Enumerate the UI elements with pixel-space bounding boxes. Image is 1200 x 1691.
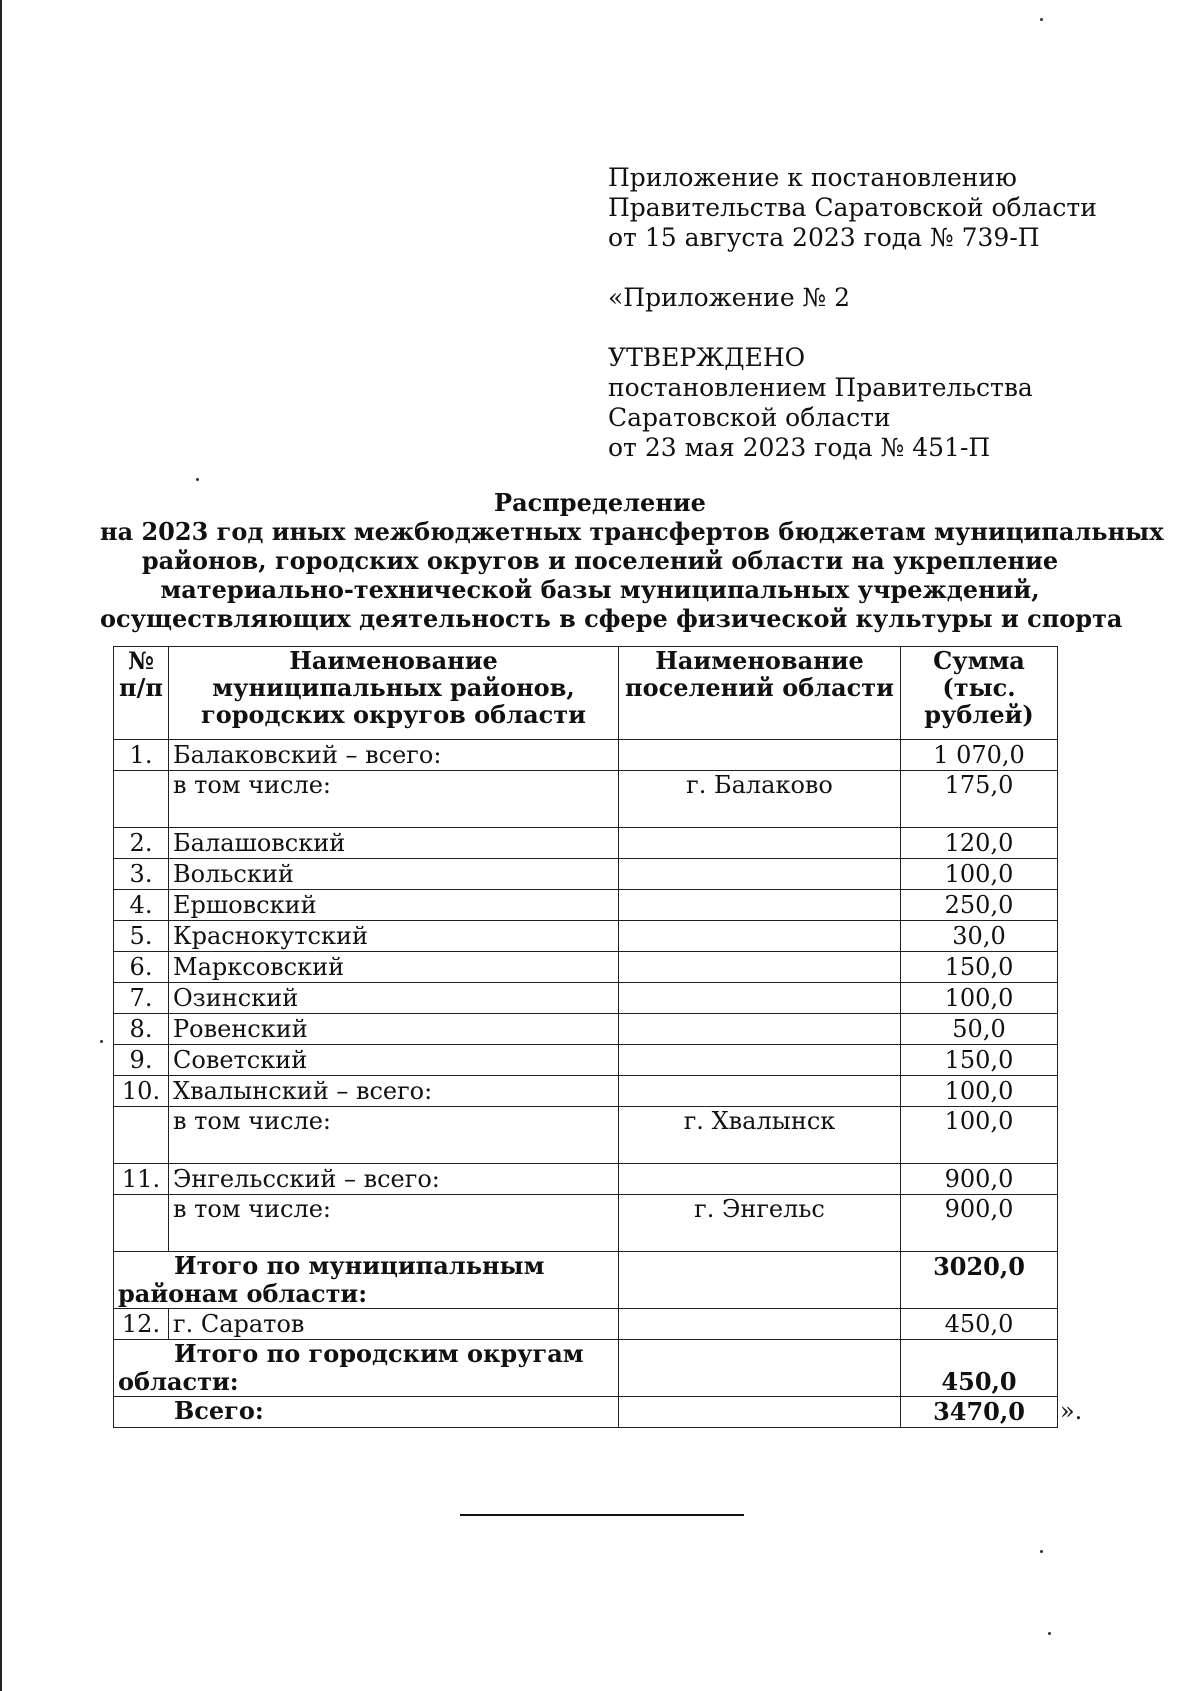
- row-num: 2.: [114, 828, 169, 859]
- table-row: [114, 1045, 1058, 1076]
- row-settlement: [619, 921, 901, 952]
- table-row: [114, 921, 1058, 952]
- subtotal-districts-label-line1: Итого по муниципальным: [174, 1251, 545, 1280]
- row-amount: 175,0: [901, 771, 1058, 828]
- scan-speck: [1040, 1550, 1043, 1553]
- row-num: 9.: [114, 1045, 169, 1076]
- row-amount: 100,0: [901, 1076, 1058, 1107]
- approved-line-1: постановлением Правительства: [608, 373, 1033, 402]
- row-settlement: [619, 952, 901, 983]
- row-settlement: [619, 1045, 901, 1076]
- row-amount: 250,0: [901, 890, 1058, 921]
- subtotal-districts-label-line2: районам области:: [118, 1279, 368, 1308]
- saratov-amount: 450,0: [901, 1309, 1058, 1340]
- row-district: в том числе:: [169, 1195, 619, 1252]
- table-row: [114, 983, 1058, 1014]
- row-settlement: г. Балаково: [619, 771, 901, 828]
- header-amount: Сумма (тыс. рублей): [901, 647, 1058, 740]
- header-line-2: Правительства Саратовской области: [608, 193, 1097, 222]
- row-district: Озинский: [169, 983, 619, 1014]
- table-row: [114, 1107, 1058, 1164]
- grand-total-row: [114, 1397, 1058, 1428]
- approved-line-3: от 23 мая 2023 года № 451-П: [608, 433, 991, 462]
- grand-total-label-text: Всего:: [174, 1396, 264, 1425]
- row-num: 4.: [114, 890, 169, 921]
- row-num: 6.: [114, 952, 169, 983]
- row-settlement: г. Хвалынск: [619, 1107, 901, 1164]
- approval-header: [608, 163, 1128, 463]
- row-num: [114, 1195, 169, 1252]
- header-settlement: Наименование поселений области: [619, 647, 901, 740]
- title-heading: Распределение: [494, 488, 706, 517]
- row-district: Ершовский: [169, 890, 619, 921]
- table-row: [114, 771, 1058, 828]
- table-row: [114, 859, 1058, 890]
- table-row: [114, 740, 1058, 771]
- table-row: [114, 890, 1058, 921]
- row-settlement: [619, 1164, 901, 1195]
- subtotal-districts-settlement: [619, 1252, 901, 1309]
- subtotal-cities-amount: 450,0: [901, 1340, 1058, 1397]
- bottom-rule: [460, 1514, 744, 1516]
- row-settlement: [619, 1014, 901, 1045]
- subtotal-cities-label-line1: Итого по городским округам: [174, 1339, 584, 1368]
- row-district: в том числе:: [169, 1107, 619, 1164]
- saratov-district: г. Саратов: [169, 1309, 619, 1340]
- row-num: 1.: [114, 740, 169, 771]
- row-amount: 120,0: [901, 828, 1058, 859]
- row-amount: 150,0: [901, 1045, 1058, 1076]
- row-num: 7.: [114, 983, 169, 1014]
- table-row: [114, 828, 1058, 859]
- row-num: [114, 771, 169, 828]
- title-line-4: осуществляющих деятельность в сфере физической культуры и спорта: [100, 604, 1123, 633]
- row-district: Энгельсский – всего:: [169, 1164, 619, 1195]
- header-num: № п/п: [114, 647, 169, 740]
- row-district: Советский: [169, 1045, 619, 1076]
- row-district: Марксовский: [169, 952, 619, 983]
- table-row: [114, 1164, 1058, 1195]
- grand-total-settlement: [619, 1397, 901, 1428]
- row-num: 5.: [114, 921, 169, 952]
- row-settlement: [619, 859, 901, 890]
- header-line-3: от 15 августа 2023 года № 739-П: [608, 223, 1040, 252]
- row-district: Балашовский: [169, 828, 619, 859]
- row-amount: 100,0: [901, 983, 1058, 1014]
- scan-speck: [100, 1040, 103, 1043]
- row-amount: 50,0: [901, 1014, 1058, 1045]
- subtotal-districts-amount: 3020,0: [901, 1252, 1058, 1309]
- row-district: Хвалынский – всего:: [169, 1076, 619, 1107]
- table-row: [114, 1014, 1058, 1045]
- row-amount: 30,0: [901, 921, 1058, 952]
- row-district: Краснокутский: [169, 921, 619, 952]
- subtotal-districts-label: [114, 1252, 619, 1309]
- header-district: Наименование муниципальных районов, городских округов области: [169, 647, 619, 740]
- row-settlement: [619, 1076, 901, 1107]
- distribution-table: [113, 646, 1058, 1428]
- row-settlement: [619, 828, 901, 859]
- subtotal-cities-label-line2: области:: [118, 1367, 239, 1396]
- row-settlement: [619, 890, 901, 921]
- title-line-3: материально-технической базы муниципальных учреждений,: [160, 575, 1040, 604]
- approved-label: УТВЕРЖДЕНО: [608, 343, 806, 372]
- scan-speck: [1040, 18, 1043, 21]
- row-amount: 100,0: [901, 859, 1058, 890]
- saratov-settlement: [619, 1309, 901, 1340]
- grand-total-label: [114, 1397, 619, 1428]
- subtotal-cities-settlement: [619, 1340, 901, 1397]
- row-amount: 100,0: [901, 1107, 1058, 1164]
- subtotal-cities-label: [114, 1340, 619, 1397]
- row-settlement: [619, 983, 901, 1014]
- row-district: Ровенский: [169, 1014, 619, 1045]
- table-header-row: [114, 647, 1058, 740]
- table-row: [114, 1195, 1058, 1252]
- saratov-num: 12.: [114, 1309, 169, 1340]
- row-amount: 900,0: [901, 1164, 1058, 1195]
- row-district: в том числе:: [169, 771, 619, 828]
- table-row: [114, 952, 1058, 983]
- row-num: 3.: [114, 859, 169, 890]
- approved-line-2: Саратовской области: [608, 403, 891, 432]
- row-num: [114, 1107, 169, 1164]
- page-edge: [0, 0, 2, 1691]
- scan-speck: [1048, 1632, 1051, 1635]
- row-amount: 900,0: [901, 1195, 1058, 1252]
- closing-quote: ».: [1060, 1397, 1083, 1425]
- row-num: 8.: [114, 1014, 169, 1045]
- document-title: [100, 488, 1164, 633]
- subtotal-cities-row: [114, 1340, 1058, 1397]
- row-district: Балаковский – всего:: [169, 740, 619, 771]
- subtotal-districts-row: [114, 1252, 1058, 1309]
- saratov-row: [114, 1309, 1058, 1340]
- row-amount: 150,0: [901, 952, 1058, 983]
- table-row: [114, 1076, 1058, 1107]
- grand-total-amount: 3470,0: [901, 1397, 1058, 1428]
- header-line-1: Приложение к постановлению: [608, 163, 1017, 192]
- row-settlement: [619, 740, 901, 771]
- row-district: Вольский: [169, 859, 619, 890]
- row-num: 11.: [114, 1164, 169, 1195]
- row-num: 10.: [114, 1076, 169, 1107]
- scan-speck: [196, 478, 199, 481]
- title-line-2: районов, городских округов и поселений области на укрепление: [141, 546, 1059, 575]
- row-settlement: г. Энгельс: [619, 1195, 901, 1252]
- appendix-label: «Приложение № 2: [608, 283, 851, 312]
- row-amount: 1 070,0: [901, 740, 1058, 771]
- title-line-1: на 2023 год иных межбюджетных трансфертов бюджетам муниципальных: [100, 517, 1164, 546]
